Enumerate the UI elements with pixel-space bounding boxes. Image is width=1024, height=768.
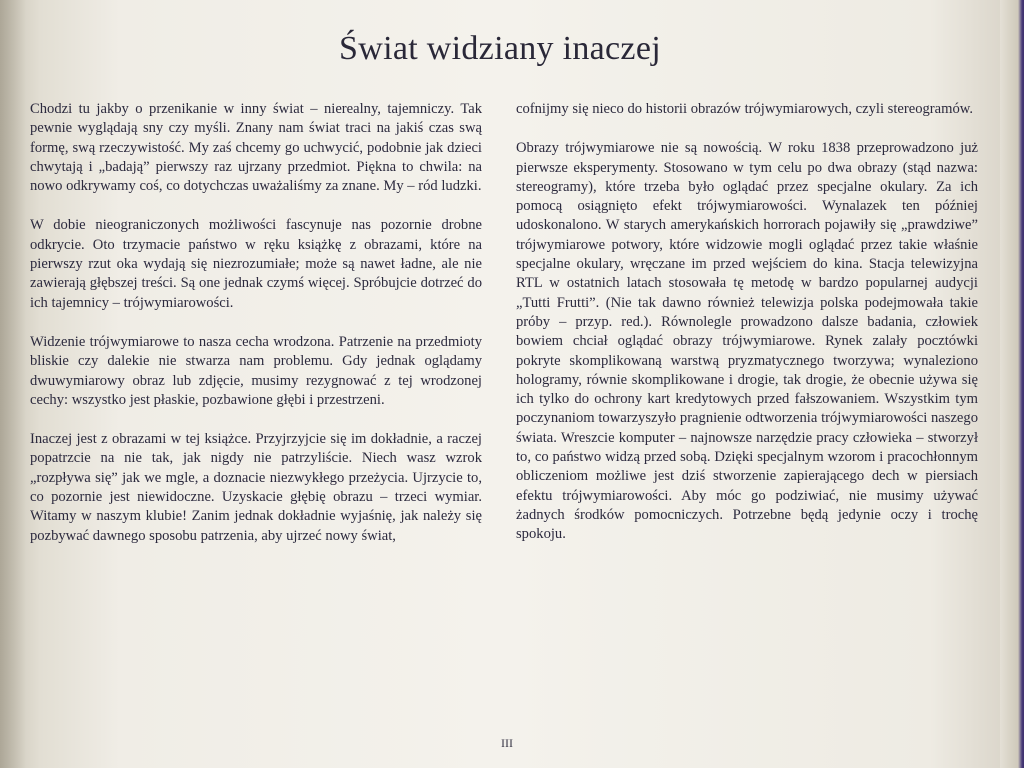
- paragraph: Inaczej jest z obrazami w tej książce. Przyjrzyjcie się im dokładnie, a raczej popatrzcie na nie tak, jak nigdy nie patrzyliście. Niech wasz wzrok „rozpływa się” jak we mgle, a doznacie niezwykłego przeżycia. Ujrzycie to, co pozornie jest niewidoczne. Uzyskacie głębię obrazu – trzeci wymiar. Witamy w naszym klubie! Zanim jednak dokładnie wyjaśnię, jak należy się pozbywać dawnego sposobu patrzenia, aby ujrzeć nowy świat,: [30, 431, 482, 544]
- left-column: [30, 100, 482, 566]
- binding-shadow: [0, 0, 26, 768]
- page-title: Świat widziany inaczej: [339, 30, 661, 67]
- page-edge: [1000, 0, 1024, 768]
- paragraph: Obrazy trójwymiarowe nie są nowością. W roku 1838 przeprowadzono już pierwsze eksperymenty. Stosowano w tym celu po dwa obrazy (stąd nazwa: stereogramy), które trzeba było oglądać przez specjalne okulary. Za ich pomocą osiągnięto efekt trójwymiarowości. Wynalazek ten później udoskonalono. W starych amerykańskich horrorach pojawiły się „prawdziwe” trójwymiarowe potwory, które widzowie mogli oglądać przez takie właśnie specjalne okulary, wręczane im przed wejściem do kina. Stacja telewizyjna RTL w ostatnich latach stosowała tę metodę w bardzo popularnej audycji „Tutti Frutti”. (Nie tak dawno również telewizja polska podejmowała takie próby – przyp. red.). Równolegle prowadzono dalsze badania, człowiek bowiem chciał oglądać obrazy trójwymiarowe. Rynek zalały pocztówki pokryte skomplikowaną warstwą pryzmatycznego tworzywa; wynaleziono hologramy, równie skomplikowane i drogie, tak drogie, że obecnie używa się ich tylko do ochrony kart kredytowych przed fałszowaniem. Wszystkim tym poczynaniom towarzyszyło pragnienie odtworzenia trójwymiarowości naszego świata. Wreszcie komputer – najnowsze narzędzie pracy człowieka – stworzył to, co państwo widzą przed sobą. Dzięki specjalnym wzorom i pracochłonnym obliczeniom możliwe jest dziś stworzenie zapierającego dech w piersiach efektu trójwymiarowości. Aby móc go podziwiać, nie musimy używać żadnych środków pomocniczych. Potrzebne będą jedynie oczy i trochę spokoju.: [516, 140, 978, 543]
- page-number: III: [501, 736, 513, 750]
- right-column: [516, 100, 978, 565]
- paragraph: W dobie nieograniczonych możliwości fascynuje nas pozornie drobne odkrycie. Oto trzymacie państwo w ręku książkę z obrazami, które na pierwszy rzut oka wydają się niezrozumiałe; może są nawet ładne, ale nie zawierają głębszej treści. Są one jednak czymś więcej. Spróbujcie dotrzeć do ich tajemnicy – trójwymiarowości.: [30, 217, 482, 311]
- paragraph: Widzenie trójwymiarowe to nasza cecha wrodzona. Patrzenie na przedmioty bliskie czy dalekie nie stwarza nam problemu. Gdy jednak oglądamy dwuwymiarowy obraz lub zdjęcie, musimy rezygnować z tej wrodzonej cechy: wszystko jest płaskie, pozbawione głębi i przestrzeni.: [30, 333, 482, 408]
- paragraph: cofnijmy się nieco do historii obrazów trójwymiarowych, czyli stereogramów.: [516, 101, 974, 117]
- paragraph: Chodzi tu jakby o przenikanie w inny świat – nierealny, tajemniczy. Tak pewnie wyglądają sny czy myśli. Znany nam świat traci na jakiś czas swą formę, swą rzeczywistość. My zaś chcemy go uchwycić, podobnie jak dzieci chwytają i „badają” pierwszy raz ujrzany przedmiot. Piękna to chwila: na nowo odkrywamy coś, co dotychczas uważaliśmy za znane. My – ród ludzki.: [30, 101, 482, 195]
